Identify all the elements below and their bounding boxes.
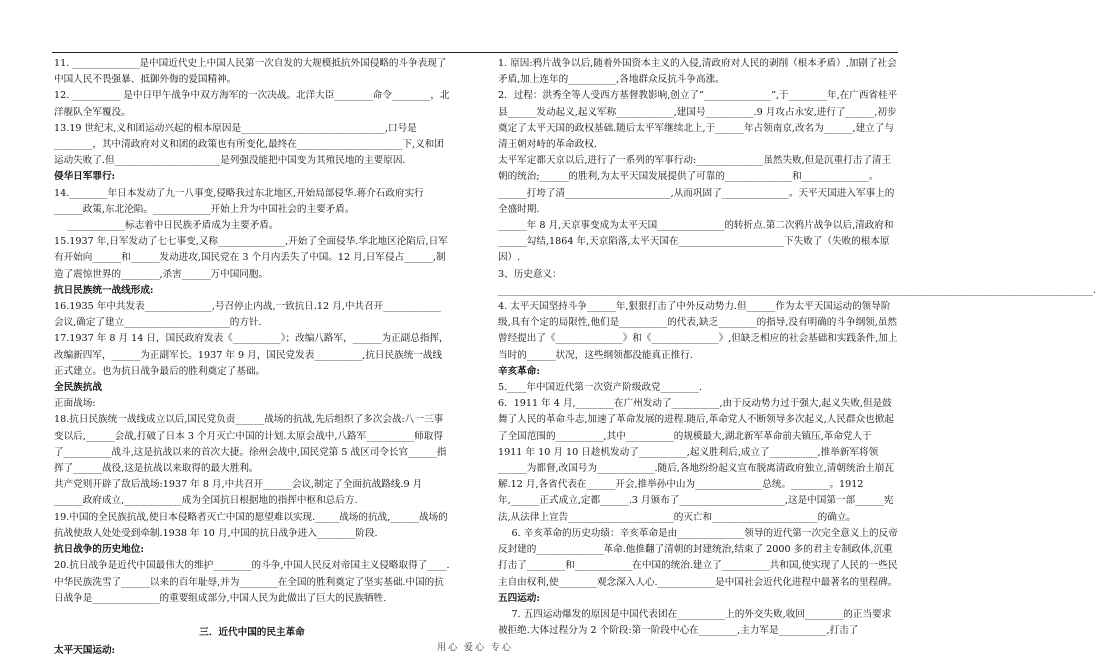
section-heading: 侵华日军罪行:: [54, 171, 116, 183]
left-column: [54, 56, 450, 659]
paragraph: 5.____年中国近代第一次资产阶级政党________.: [498, 382, 703, 394]
paragraph: 11. ______________是中国近代史上中国人民第一次自发的大规模抵抗外国侵略的斗争表现了中国人民不畏强暴、抵御外侮的爱国精神。: [54, 58, 447, 86]
paragraph: 太平军定都天京以后,进行了一系列的军事行动:______________虽然失败,但是沉重打击了清王朝的统治;______的胜利,为太平天国发展提供了可靠的______________和______________。______打垮了清______________________,从而巩固了______________。天平天国进入军事上的全盛时期.: [498, 155, 895, 215]
paragraph: ____________标志着中日民族矛盾成为主要矛盾。: [67, 220, 279, 232]
page-footer: 用心 爱心 专心: [437, 643, 513, 653]
paragraph: 19.中国的全民族抗战,使日本侵略者灭亡中国的愿望难以实现._____战场的抗战,______战场的抗战使敌人处处受到牵制.1938 年 10 月,中国的抗日战争进入________阶段.: [54, 511, 448, 539]
paragraph: 20.抗日战争是近代中国最伟大的维护________的斗争,中国人民反对帝国主义侵略取得了____.中华民族洗雪了______以来的百年耻辱,并为________在全国的胜利奠定了坚实基础.中国的抗日战争是______________的重要组成部分,中国人民为此做出了巨大的民族牺牲.: [54, 560, 450, 604]
paragraph: 1. 原因:鸦片战争以后,随着外国资本主义的入侵,清政府对人民的剥削（根本矛盾）,加剧了社会矛盾,加上连年的__________,各地群众反抗斗争高涨。: [498, 58, 897, 86]
paragraph: 14.________年日本发动了九一八事变,侵略我过东北地区,开始局部侵华.蒋介石政府实行______政策,东北沦陷。____________开始上升为中国社会的主要矛盾。: [54, 187, 424, 215]
paragraph: 18.抗日民族统一战线成立以后,国民党负责______战场的抗战,先后组织了多次会战:八一三事变以后,______会战,打破了日本 3 个月灭亡中国的计划.太原会战中,八路军__________师取得了__________战斗,这是抗战以来的首次大捷。徐州会战中,国民党第 5 战区司令长官______指挥了______战役,这是抗战以来取得的最大胜利。: [54, 414, 447, 475]
section-heading: 三．近代中国的民主革命: [199, 626, 305, 638]
paragraph: 3、历史意义：____________________________________________________________________________________________________________________________.: [498, 268, 1096, 296]
section-heading: 全民族抗战: [54, 382, 102, 394]
section-heading: 抗日民族统一战线形成:: [54, 284, 154, 296]
paragraph: 12. __________ 是中日甲午战争中双方海军的一次决战。北洋大臣________命令________，北洋舰队全军覆没。: [54, 90, 450, 118]
section-heading: 辛亥革命:: [498, 365, 540, 377]
paragraph: 共产党则开辟了敌后战场:1937 年 8 月,中共召开______会议,制定了全面抗战路线.9 月______政府成立,____________成为全国抗日根据地的指挥中枢和总后方.: [54, 479, 423, 507]
paragraph: ______年 8 月,天京事变成为太平天国______________的转折点.第二次鸦片战争以后,清政府和______勾结,1864 年,天京陷落,太平天国在______________________下失败了（失败的根本原因）.: [498, 220, 894, 264]
paragraph: 6．1911 年 4 月,________在广州发动了__________,由于反动势力过于强大,起义失败,但是鼓舞了人民的革命斗志,加速了革命发展的进程.随后,革命党人不断领导多次起义,人民群众也掀起了全国范围的__________,其中__________的规模最大,湖北新军革命前夫镇压,革命党人于 1911 年 10 月 10 日趁机发动了__________,起义胜利后,成立了__________,推举新军将领______为都督,改国号为____________.随后,各地纷纷起义宣布脱离清政府独立,清朝统治土崩瓦解.12 月,各省代表在______开会,推举孙中山为______________总统。________。1912 年,______正式成立,定都______.3 月颁布了______________________,这是中国第一部______宪法,从法律上宣告______________________的灭亡和______________________的确立。: [498, 398, 894, 523]
section-heading: 太平天国运动:: [54, 645, 116, 657]
paragraph: 17.1937 年 8 月 14 日，国民政府发表《__________》；改编八路军，______为正副总指挥，改编新四军，______为正副军长。1937 年 9 月，国民党发表__________,抗日民族统一战线正式建立。也为抗日战争最后的胜利奠定了基础。: [54, 333, 449, 377]
paragraph: 正面战场:: [54, 398, 96, 410]
paragraph: 16.1935 年中共发表______________,号召停止内战,一致抗日.12 月,中共召开____________会议,确定了建立______________________的方针.: [54, 301, 441, 329]
paragraph: 4. 太平天国坚持斗争______年,狠狠打击了中外反动势力.但______作为太平天国运动的领导阶级,具有个定的局限性,他们是__________的代表,缺乏________的指导,没有明确的斗争纲领,虽然曾经提出了《______________》和《______________》,但缺乏相应的社会基础和实践条件,加上当时的______状况，这些纲领都没能真正推行.: [498, 301, 898, 361]
header-rule: [52, 52, 898, 53]
paragraph: 7. 五四运动爆发的原因是中国代表团在__________上的外交失败,收回________的正当要求被拒绝.大体过程分为 2 个阶段:第一阶段中心在________,主力军是__________,打击了: [498, 608, 892, 637]
section-heading: 五四运动:: [498, 592, 540, 604]
paragraph: 13.19 世纪末,义和团运动兴起的根本原因是______________________________,口号是________，其中清政府对义和团的政策也有所变化,最终在______________________下,义和团运动失败了.但______________________是列强没能把中国变为其殖民地的主要原因.: [54, 122, 444, 167]
paragraph: 2．过程：洪秀全等人受西方基督教影响,创立了”______________”,于________年,在广西省桂平县______发动起义,起义军称____________,建国号__________.9 月攻占永安,进行了______,初步奠定了太平天国的政权基础.随后太平军继续北上,于______年占领南京,改名为______,建立了与清王朝对峙的革命政权.: [498, 90, 898, 151]
paragraph: 15.1937 年,日军发动了七七事变,又称______________,开始了全面侵华.华北地区沦陷后,日军有开始向______和______发动进攻,国民党在 3 个月内丢失了中国。12 月,日军侵占______,制造了震惊世界的________,杀害______万中国同胞。: [54, 236, 448, 280]
section-heading: 抗日战争的历史地位:: [54, 544, 144, 556]
paragraph: 6. 辛亥革命的历史功绩：辛亥革命是由______________领导的近代第一次完全意义上的反帝反封建的______________革命.他推翻了清朝的封建统治,结束了 2000 多的君主专制政体,沉重打击了________和____________在中国的统治.建立了__________共和国,使实现了人民的一些民主自由权利,使________观念深入人心.____________是中国社会近代化进程中最著名的里程碑。: [498, 527, 898, 588]
right-column: [498, 56, 1096, 639]
